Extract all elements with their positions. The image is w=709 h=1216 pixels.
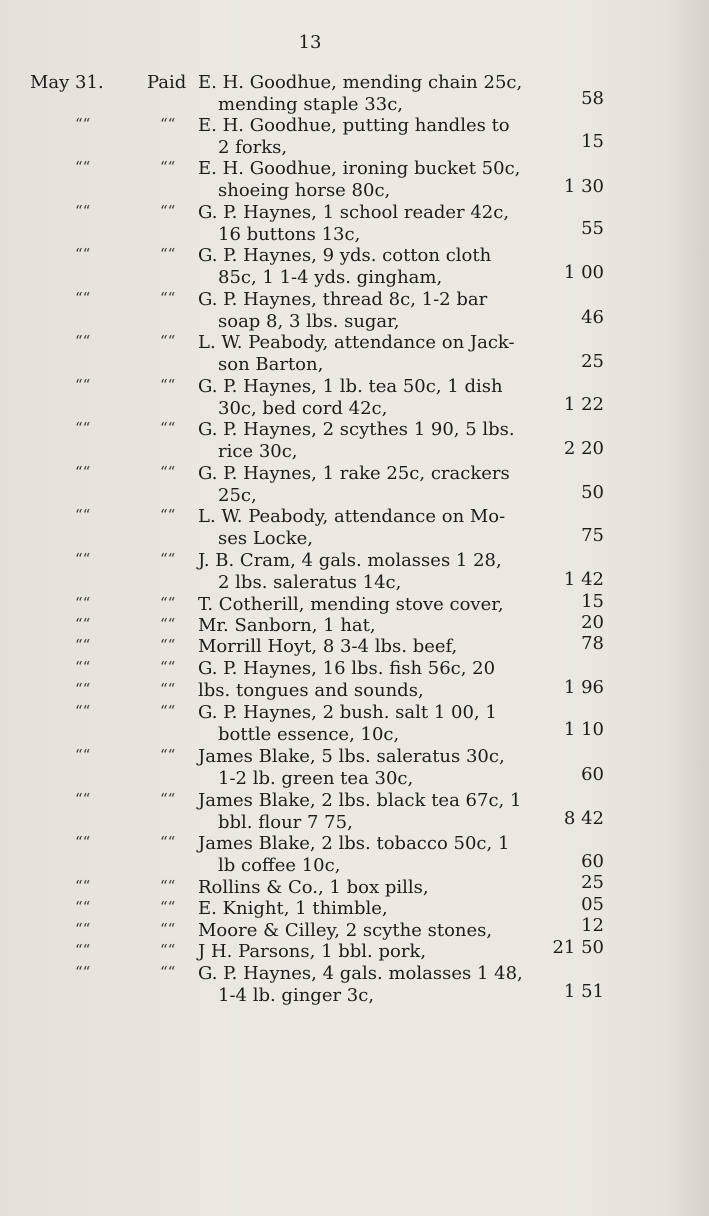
description-line: L. W. Peabody, attendance on Mo-: [198, 506, 506, 527]
entry-description: [198, 636, 538, 658]
description-line: G. P. Haynes, 1 lb. tea 50c, 1 dish: [198, 376, 503, 397]
entry-description: [198, 920, 538, 942]
ditto-mark-date: ““: [75, 158, 91, 176]
ditto-mark-date: ““: [75, 790, 91, 808]
entry-amount: 1 10: [563, 719, 604, 740]
description-line: G. P. Haynes, 1 rake 25c, crackers: [198, 463, 510, 484]
entry-amount: 78: [581, 633, 604, 654]
entry-description: [198, 115, 538, 159]
description-line: G. P. Haynes, 2 scythes 1 90, 5 lbs.: [198, 419, 515, 440]
entry-amount: 50: [581, 482, 604, 503]
ditto-mark-paid: ““: [160, 115, 176, 133]
entry-amount: 25: [581, 351, 604, 372]
ditto-mark-paid: ““: [160, 332, 176, 350]
page-number: 13: [298, 32, 322, 53]
ditto-mark-paid: ““: [160, 245, 176, 263]
ditto-mark-paid: ““: [160, 702, 176, 720]
entry-amount: 1 00: [563, 262, 604, 283]
ditto-mark-paid: ““: [160, 941, 176, 959]
description-continuation: 2 forks,: [218, 137, 288, 158]
description-line: J. B. Cram, 4 gals. molasses 1 28,: [198, 550, 502, 571]
entry-description: [198, 833, 538, 877]
entry-description: [198, 550, 538, 594]
ditto-mark-date: ““: [75, 202, 91, 220]
entry-amount: 1 22: [563, 394, 604, 415]
ditto-mark-paid: ““: [160, 158, 176, 176]
entry-amount: 20: [581, 612, 604, 633]
entry-description: [198, 877, 538, 899]
description-continuation: soap 8, 3 lbs. sugar,: [218, 311, 400, 332]
description-continuation: 25c,: [218, 485, 257, 506]
entry-description: [198, 594, 538, 616]
ditto-mark-paid: ““: [160, 877, 176, 895]
ditto-mark-date: ““: [75, 594, 91, 612]
description-line: lbs. tongues and sounds,: [198, 680, 424, 701]
ditto-mark-paid: ““: [160, 680, 176, 698]
ditto-mark-date: ““: [75, 245, 91, 263]
entry-description: [198, 463, 538, 507]
ditto-mark-date: ““: [75, 658, 91, 676]
ditto-mark-paid: ““: [160, 550, 176, 568]
ditto-mark-date: ““: [75, 463, 91, 481]
description-continuation: 16 buttons 13c,: [218, 224, 361, 245]
ditto-mark-paid: ““: [160, 833, 176, 851]
ditto-mark-date: ““: [75, 702, 91, 720]
ditto-mark-date: ““: [75, 332, 91, 350]
description-continuation: bbl. flour 7 75,: [218, 812, 353, 833]
entry-amount: 46: [581, 307, 604, 328]
description-continuation: 1-2 lb. green tea 30c,: [218, 768, 414, 789]
ditto-mark-paid: ““: [160, 594, 176, 612]
entry-amount: 1 96: [563, 677, 604, 698]
description-continuation: shoeing horse 80c,: [218, 180, 391, 201]
ditto-mark-date: ““: [75, 877, 91, 895]
entry-amount: 2 20: [563, 438, 604, 459]
ditto-mark-date: ““: [75, 746, 91, 764]
entry-amount: 55: [581, 218, 604, 239]
ditto-mark-paid: ““: [160, 289, 176, 307]
description-line: Morrill Hoyt, 8 3-4 lbs. beef,: [198, 636, 458, 657]
ditto-mark-paid: ““: [160, 790, 176, 808]
description-continuation: 2 lbs. saleratus 14c,: [218, 572, 402, 593]
description-line: E. H. Goodhue, mending chain 25c,: [198, 72, 523, 93]
ditto-mark-paid: ““: [160, 202, 176, 220]
description-line: Mr. Sanborn, 1 hat,: [198, 615, 376, 636]
description-line: James Blake, 2 lbs. black tea 67c, 1: [198, 790, 522, 811]
entry-description: [198, 746, 538, 790]
entry-description: [198, 658, 538, 680]
description-line: James Blake, 5 lbs. saleratus 30c,: [198, 746, 505, 767]
description-line: E. Knight, 1 thimble,: [198, 898, 388, 919]
ditto-mark-paid: ““: [160, 920, 176, 938]
description-line: E. H. Goodhue, putting handles to: [198, 115, 510, 136]
ditto-mark-paid: ““: [160, 636, 176, 654]
description-line: G. P. Haynes, 2 bush. salt 1 00, 1: [198, 702, 497, 723]
entry-description: [198, 158, 538, 202]
entry-amount: 60: [581, 764, 604, 785]
page-edge-shadow: [669, 0, 709, 1216]
ditto-mark-paid: ““: [160, 506, 176, 524]
description-line: Rollins & Co., 1 box pills,: [198, 877, 429, 898]
entry-amount: 1 51: [563, 981, 604, 1002]
entry-description: [198, 790, 538, 834]
description-line: J H. Parsons, 1 bbl. pork,: [198, 941, 427, 962]
ditto-mark-date: ““: [75, 636, 91, 654]
ditto-mark-date: ““: [75, 550, 91, 568]
entry-description: [198, 702, 538, 746]
description-continuation: lb coffee 10c,: [218, 855, 341, 876]
entry-description: [198, 202, 538, 246]
entry-description: [198, 506, 538, 550]
entry-description: [198, 289, 538, 333]
ditto-mark-date: ““: [75, 833, 91, 851]
description-line: James Blake, 2 lbs. tobacco 50c, 1: [198, 833, 510, 854]
description-continuation: 85c, 1 1-4 yds. gingham,: [218, 267, 443, 288]
entry-description: [198, 963, 538, 1007]
ditto-mark-date: ““: [75, 920, 91, 938]
entry-amount: 75: [581, 525, 604, 546]
description-line: G. P. Haynes, thread 8c, 1-2 bar: [198, 289, 488, 310]
entry-description: [198, 680, 538, 702]
paid-label: Paid: [147, 72, 187, 93]
entry-description: [198, 245, 538, 289]
entry-description: [198, 72, 538, 116]
entry-amount: 1 30: [563, 176, 604, 197]
ditto-mark-paid: ““: [160, 376, 176, 394]
ditto-mark-paid: ““: [160, 963, 176, 981]
description-continuation: ses Locke,: [218, 528, 314, 549]
description-continuation: mending staple 33c,: [218, 94, 403, 115]
description-continuation: bottle essence, 10c,: [218, 724, 400, 745]
description-line: Moore & Cilley, 2 scythe stones,: [198, 920, 493, 941]
entry-amount: 8 42: [563, 808, 604, 829]
entry-description: [198, 332, 538, 376]
entry-amount: 15: [581, 131, 604, 152]
ditto-mark-date: ““: [75, 941, 91, 959]
ditto-mark-paid: ““: [160, 463, 176, 481]
entry-amount: 21 50: [552, 937, 604, 958]
ditto-mark-date: ““: [75, 963, 91, 981]
ditto-mark-date: ““: [75, 506, 91, 524]
ditto-mark-date: ““: [75, 898, 91, 916]
ditto-mark-date: ““: [75, 419, 91, 437]
ditto-mark-date: ““: [75, 680, 91, 698]
entry-amount: 1 42: [563, 569, 604, 590]
description-continuation: son Barton,: [218, 354, 324, 375]
entry-date: May 31.: [30, 72, 104, 93]
entry-description: [198, 898, 538, 920]
entry-amount: 25: [581, 872, 604, 893]
description-continuation: rice 30c,: [218, 441, 298, 462]
entry-amount: 60: [581, 851, 604, 872]
description-line: G. P. Haynes, 1 school reader 42c,: [198, 202, 510, 223]
description-line: L. W. Peabody, attendance on Jack-: [198, 332, 515, 353]
ditto-mark-paid: ““: [160, 658, 176, 676]
entry-description: [198, 615, 538, 637]
ditto-mark-date: ““: [75, 615, 91, 633]
entry-description: [198, 941, 538, 963]
entry-amount: 05: [581, 894, 604, 915]
ditto-mark-paid: ““: [160, 615, 176, 633]
description-line: G. P. Haynes, 9 yds. cotton cloth: [198, 245, 492, 266]
ditto-mark-date: ““: [75, 115, 91, 133]
description-continuation: 30c, bed cord 42c,: [218, 398, 388, 419]
description-line: G. P. Haynes, 4 gals. molasses 1 48,: [198, 963, 523, 984]
description-line: G. P. Haynes, 16 lbs. fish 56c, 20: [198, 658, 496, 679]
entry-amount: 15: [581, 591, 604, 612]
ditto-mark-date: ““: [75, 376, 91, 394]
ditto-mark-paid: ““: [160, 898, 176, 916]
entry-description: [198, 376, 538, 420]
ditto-mark-paid: ““: [160, 419, 176, 437]
description-continuation: 1-4 lb. ginger 3c,: [218, 985, 375, 1006]
entry-amount: 58: [581, 88, 604, 109]
description-line: T. Cotherill, mending stove cover,: [198, 594, 504, 615]
entry-description: [198, 419, 538, 463]
ditto-mark-paid: ““: [160, 746, 176, 764]
description-line: E. H. Goodhue, ironing bucket 50c,: [198, 158, 521, 179]
ditto-mark-date: ““: [75, 289, 91, 307]
entry-amount: 12: [581, 915, 604, 936]
